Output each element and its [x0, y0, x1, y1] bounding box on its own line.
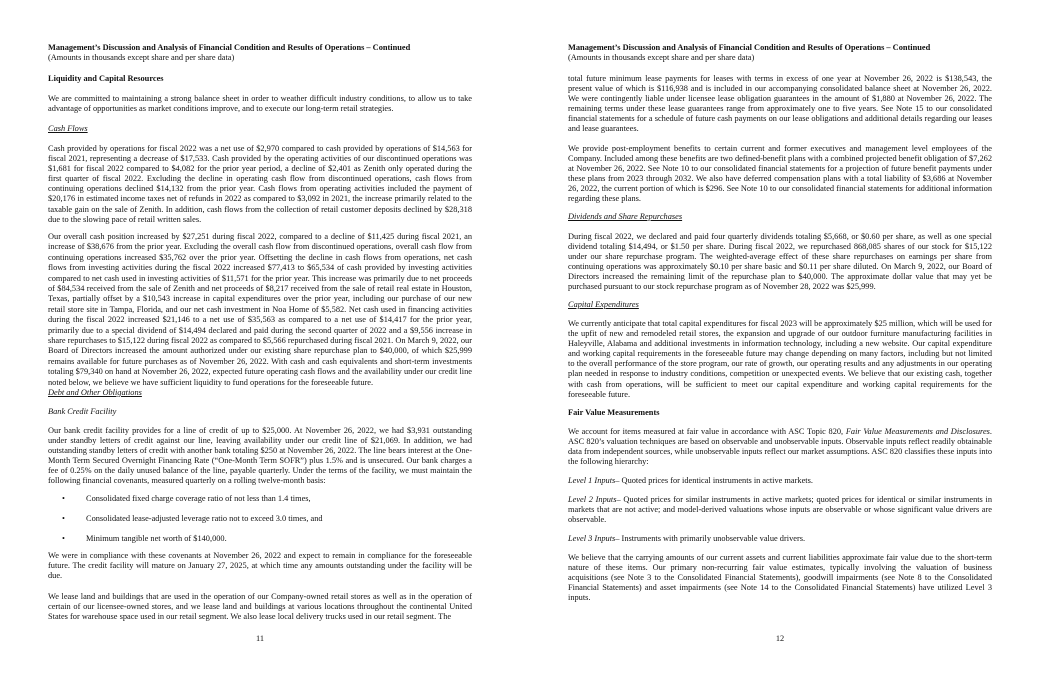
level-text: – Quoted prices for identical instruments in active markets.	[615, 476, 813, 485]
level-3-inputs	[568, 534, 992, 544]
bullet-text: Consolidated fixed charge coverage ratio of not less than 1.4 times,	[86, 494, 311, 503]
paragraph-lease: We lease land and buildings that are used in the operation of our Company-owned retail stores as well as in the operation of certain of our licensee-owned stores, and we lease land and buildings at various locations throughout the continental United States for warehouse space used in our retail segment. We also lease local delivery trucks used in our retail segment. The	[48, 592, 472, 622]
standard-title: Fair Value Measurements and Disclosures	[845, 427, 990, 436]
bullet-item	[62, 534, 227, 544]
paragraph-cash-operations: Cash provided by operations for fiscal 2022 was a net use of $2,970 compared to cash provided by operations of $14,563 for fiscal 2021, representing a decrease of $17,533. Cash provided by the operating activities of our discontinued operations was $1,681 for fiscal 2022 compared to $4,082 for the prior year period, a decline of $2,401 as Zenith only operated during the first quarter of fiscal 2022. Excluding the decline in operating cash flow from discontinued operations, cash flows from continuing operations declined $14,132 from the prior year. Cash flows from operating activities included the payment of $20,176 in estimated income taxes net of refunds in 2022 as compared to $3,092 in 2021, the increase primarily related to the taxable gain on the sale of Zenith. In addition, cash flows from the collection of retail customer deposits declined by $28,318 due to the slowing pace of retail written sales.	[48, 144, 472, 224]
bullet-text: Minimum tangible net worth of $140,000.	[86, 534, 227, 543]
level-1-inputs	[568, 476, 992, 486]
text: We account for items measured at fair value in accordance with ASC Topic 820,	[568, 427, 846, 436]
page-number: 11	[255, 634, 265, 643]
page-12	[568, 0, 994, 673]
subheading-dividends: Dividends and Share Repurchases	[568, 212, 683, 221]
level-2-inputs	[568, 495, 992, 525]
level-label: Level 1 Inputs	[568, 476, 616, 485]
bullet-item	[62, 514, 323, 524]
page-number: 12	[775, 634, 785, 643]
paragraph-fair-value-conclusion: We believe that the carrying amounts of our current assets and current liabilities approximate fair value due to the short-term nature of these items. Our primary non-recurring fair value estimates, typically involving the valuation of business acquisitions (see Note 3 to the Consolidated Financial Statements), goodwill impairments (see Note 8 to the Consolidated Financial Statements) and asset impairments (see Note 14 to the Consolidated Financial Statements) have utilized Level 3 inputs.	[568, 553, 992, 603]
bullet-icon: •	[62, 534, 65, 543]
bullet-text: Consolidated lease-adjusted leverage ratio not to exceed 3.0 times, and	[86, 514, 323, 523]
page-subheading: (Amounts in thousands except share and per share data)	[48, 53, 235, 62]
paragraph-compliance: We were in compliance with these covenants at November 26, 2022 and expect to remain in compliance for the foreseeable future. The credit facility will mature on January 27, 2025, at which time any amounts outstanding under the facility will be due.	[48, 551, 472, 581]
subheading-debt: Debt and Other Obligations	[48, 388, 142, 397]
paragraph-commitment: We are committed to maintaining a strong balance sheet in order to weather difficult industry conditions, to allow us to take advantage of opportunities as market conditions improve, and to execute our long-term retail strategies.	[48, 94, 472, 114]
paragraph-cash-position: Our overall cash position increased by $27,251 during fiscal 2022, compared to a decline of $11,425 during fiscal 2021, an increase of $38,676 from the prior year. Excluding the overall cash flow from discontinued operations, overall cash flow from continuing operations increased $35,762 over the prior year. Offsetting the decline in cash flows from operations, net cash flows from investing activities during the fiscal 2022 increased $77,413 to $65,534 of cash provided by investing activities compared to net cash used in investing activities of $11,571 for the prior year. This increase was primarily due to net proceeds of $84,534 received from the sale of Zenith and net proceeds of $8,217 received from the sale of retail real estate in Houston, Texas, partially offset by a $10,543 increase in capital expenditures over the prior year, including our purchase of our new retail store site in Tampa, Florida, and our net cash investment in Noa Home of $5,582. Net cash used in financing activities during the fiscal 2022 increased $21,146 to a net use of $35,563 as compared to a net use of $14,417 for the prior year, primarily due to a special dividend of $14,494 declared and paid during the second quarter of 2022 and a $9,556 increase in share repurchases to $15,122 during fiscal 2022 as compared to $5,566 repurchased during fiscal 2021. On March 9, 2022, our Board of Directors increased the amount authorized under our existing share repurchase plan to $40,000, of which $25,999 remains available for future purchases as of November 26, 2022. With cash and cash equivalents and short-term investments totaling $79,340 on hand at November 26, 2022, expected future operating cash flows and the availability under our credit line noted below, we believe we have sufficient liquidity to fund operations for the foreseeable future.	[48, 232, 472, 387]
subheading-bank-credit: Bank Credit Facility	[48, 407, 117, 416]
page-heading: Management’s Discussion and Analysis of Financial Condition and Results of Operations – Continued	[568, 43, 931, 52]
level-label: Level 2 Inputs	[568, 495, 617, 504]
page-heading: Management’s Discussion and Analysis of Financial Condition and Results of Operations – Continued	[48, 43, 411, 52]
level-text: – Quoted prices for similar instruments in active markets; quoted prices for identical or similar instruments in markets that are not active; and model-derived valuations whose inputs are observable or whose significant value drivers are observable.	[568, 495, 992, 525]
page-11	[48, 0, 474, 673]
paragraph-capex: We currently anticipate that total capital expenditures for fiscal 2023 will be approximately $25 million, which will be used for the upfit of new and remodeled retail stores, the expansion and upgrade of our outdoor furniture manufacturing facilities in Haleyville, Alabama and additional investments in information technology, including a new website. Our capital expenditure and working capital requirements in the foreseeable future may change depending on many factors, including but not limited to the overall performance of the store program, our rate of growth, our operating results and any adjustments in our operating plan needed in response to industry conditions, competition or unexpected events. We believe that our existing cash, together with cash from operations, will be sufficient to meet our capital expenditure and working capital requirements for the foreseeable future.	[568, 319, 992, 399]
bullet-item	[62, 494, 311, 504]
level-label: Level 3 Inputs	[568, 534, 616, 543]
subheading-cash-flows: Cash Flows	[48, 124, 88, 133]
page-subheading: (Amounts in thousands except share and per share data)	[568, 53, 755, 62]
level-text: – Instruments with primarily unobservable value drivers.	[615, 534, 806, 543]
bullet-icon: •	[62, 514, 65, 523]
paragraph-fair-value	[568, 427, 992, 467]
paragraph-bank-credit: Our bank credit facility provides for a line of credit of up to $25,000. At November 26, 2022, we had $3,931 outstanding under standby letters of credit against our line, leaving availability under our credit line of $21,069. In addition, we had outstanding standby letters of credit with another bank totaling $250 at November 26, 2022. The line bears interest at the One-Month Term Secured Overnight Financing Rate (“One-Month Term SOFR”) plus 1.5% and is unsecured. Our bank charges a fee of 0.25% on the daily unused balance of the line, payable quarterly. Under the terms of the facility, we must maintain the following financial covenants, measured quarterly on a rolling twelve-month basis:	[48, 426, 472, 486]
section-title-liquidity: Liquidity and Capital Resources	[48, 74, 164, 83]
subheading-capex: Capital Expenditures	[568, 300, 639, 309]
paragraph-lease-continued: total future minimum lease payments for leases with terms in excess of one year at November 26, 2022 is $138,543, the present value of which is $116,938 and is included in our accompanying consolidated balance sheet at November 26, 2022. We were contingently liable under licensee lease obligation guarantees in the amount of $1,880 at November 26, 2022. The remaining terms under these lease guarantees range from approximately one to five years. See Note 15 to our consolidated financial statements for a schedule of future cash payments on our lease obligations and additional details regarding our leases and lease guarantees.	[568, 74, 992, 134]
paragraph-dividends: During fiscal 2022, we declared and paid four quarterly dividends totaling $5,668, or $0.60 per share, as well as one special dividend totaling $14,494, or $1.50 per share. During fiscal 2022, we repurchased 868,085 shares of our stock for $15,122 under our share repurchase program. The weighted-average effect of these share repurchases on earnings per share from continuing operations was approximately $0.10 per share basic and $0.11 per share diluted. On March 9, 2022, our Board of Directors increased the remaining limit of the repurchase plan to $40,000. The approximate dollar value that may yet be purchased pursuant to our stock repurchase program as of November 28, 2022 was $25,999.	[568, 232, 992, 292]
section-title-fair-value: Fair Value Measurements	[568, 408, 660, 417]
bullet-icon: •	[62, 494, 65, 503]
paragraph-benefits: We provide post-employment benefits to certain current and former executives and management level employees of the Company. Included among these benefits are two defined-benefit plans with a combined projected benefit obligation of $7,262 at November 26, 2022. See Note 10 to our consolidated financial statements for a projection of future benefit payments under these plans from 2023 through 2032. We also have deferred compensation plans with a total liability of $3,686 at November 26, 2022, the current portion of which is $296. See Note 10 to our consolidated financial statements for additional information regarding these plans.	[568, 144, 992, 204]
text: . ASC 820’s valuation techniques are based on observable and unobservable inputs. Observable inputs reflect readily obtainable data from independent sources, while unobservable inputs reflect our market assumptions. ASC 820 classifies these inputs into the following hierarchy:	[568, 427, 992, 467]
